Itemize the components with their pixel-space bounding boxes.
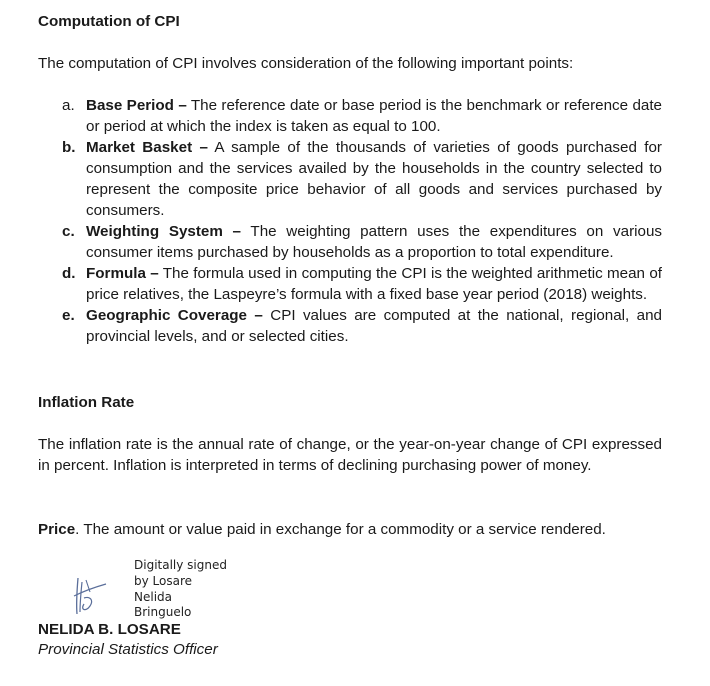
point-term: Formula –: [86, 265, 159, 282]
point-text: The reference date or base period is the benchmark or reference date or period at which the index is taken as equal to 100.: [86, 97, 662, 135]
digital-signature-line: Bringuelo: [134, 605, 192, 620]
digital-signature-line: by Losare: [134, 573, 193, 588]
list-item: [38, 137, 662, 221]
cpi-intro-paragraph: The computation of CPI involves consideration of the following important points:: [38, 55, 574, 72]
list-item: [38, 263, 662, 305]
point-term: Market Basket –: [86, 139, 208, 156]
point-text: CPI values are computed at the national, regional, and provincial levels, and or selected cities.: [86, 307, 663, 345]
inflation-paragraph: The inflation rate is the annual rate of change, or the year-on-year change of CPI expressed in percent. Inflation is interpreted in terms of declining purchasing power of money.: [38, 436, 662, 474]
signer-position: Provincial Statistics Officer: [38, 641, 218, 658]
section-heading-cpi: Computation of CPI: [38, 13, 180, 30]
digital-signature-line: Digitally signed: [134, 558, 227, 572]
cpi-points-list: [38, 95, 662, 347]
signature-block: [38, 556, 338, 666]
list-item: [38, 305, 662, 347]
price-text: . The amount or value paid in exchange for a commodity or a service rendered.: [75, 521, 606, 538]
point-term: Base Period –: [86, 97, 187, 114]
list-marker: e.: [62, 307, 75, 324]
point-text: The weighting pattern uses the expenditures on various consumer items purchased by households as a proportion to total expenditure.: [86, 223, 662, 261]
section-heading-inflation: Inflation Rate: [38, 394, 135, 411]
list-marker: b.: [62, 139, 76, 156]
point-text: The formula used in computing the CPI is the weighted arithmetic mean of price relatives, the Laspeyre’s formula with a fixed base year period (2018) weights.: [86, 265, 662, 303]
list-marker: c.: [62, 223, 75, 240]
signer-name: NELIDA B. LOSARE: [38, 621, 181, 638]
digital-signature-text: [134, 558, 244, 621]
price-definition: [38, 519, 662, 540]
handwritten-signature-icon: [68, 570, 112, 618]
list-item: [38, 221, 662, 263]
list-marker: d.: [62, 265, 76, 282]
point-term: Weighting System –: [86, 223, 241, 240]
point-text: A sample of the thousands of varieties of goods purchased for consumption and the services availed by the households in the country selected to represent the composite price behavior of all goods and services purchased by consumers.: [86, 139, 662, 219]
point-term: Geographic Coverage –: [86, 307, 263, 324]
list-marker: a.: [62, 97, 75, 114]
list-item: [38, 95, 662, 137]
price-term: Price: [38, 521, 76, 538]
digital-signature-line: Nelida: [134, 589, 172, 604]
